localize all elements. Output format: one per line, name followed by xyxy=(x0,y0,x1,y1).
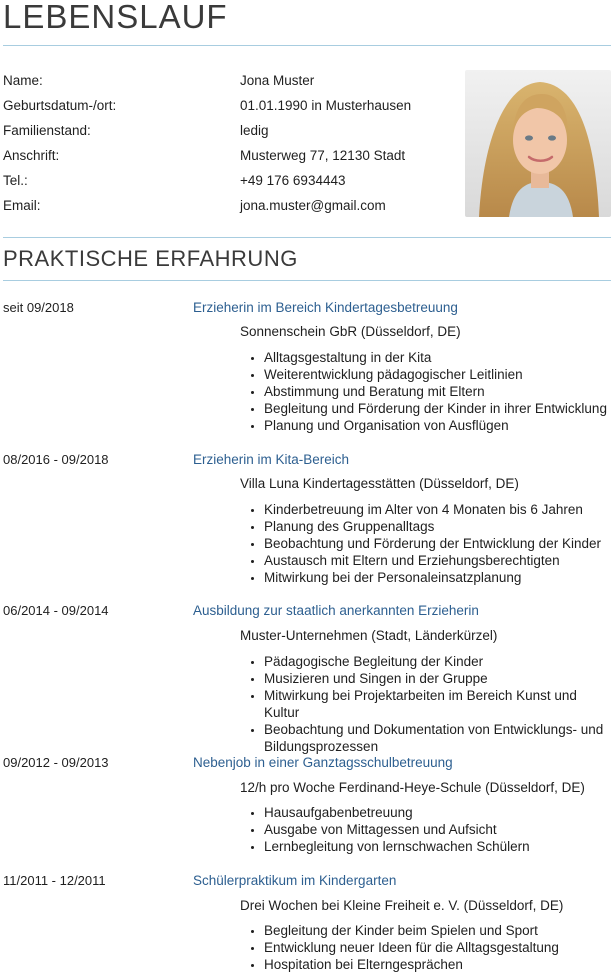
entry-job-title: Nebenjob in einer Ganztagsschulbetreuung xyxy=(193,755,453,770)
entry-task-list xyxy=(240,501,614,586)
list-item: • Begleitung und Förderung der Kinder in ihrer Entwicklung xyxy=(264,400,614,417)
entry-date: 09/2012 - 09/2013 xyxy=(3,755,109,770)
entry-job-title: Schülerpraktikum im Kindergarten xyxy=(193,873,397,888)
list-item: • Planung und Organisation von Ausflügen xyxy=(264,417,614,434)
entry-job-title: Ausbildung zur staatlich anerkannten Erzieherin xyxy=(193,603,479,618)
name-label: Name: xyxy=(3,73,43,88)
list-item: • Musizieren und Singen in der Gruppe xyxy=(264,670,614,687)
list-item: • Alltagsgestaltung in der Kita xyxy=(264,349,614,366)
list-item: • Pädagogische Begleitung der Kinder xyxy=(264,653,614,670)
entry-company: Villa Luna Kindertagesstätten (Düsseldorf, DE) xyxy=(240,476,519,491)
list-item: • Lernbegleitung von lernschwachen Schülern xyxy=(264,838,614,855)
marital-status-value: ledig xyxy=(240,123,269,138)
list-item: • Ausgabe von Mittagessen und Aufsicht xyxy=(264,821,614,838)
list-item: • Austausch mit Eltern und Erziehungsberechtigten xyxy=(264,552,614,569)
entry-task-list xyxy=(240,804,614,855)
entry-date: 08/2016 - 09/2018 xyxy=(3,452,109,467)
list-item: • Planung des Gruppenalltags xyxy=(264,518,614,535)
entry-job-title: Erzieherin im Kita-Bereich xyxy=(193,452,350,467)
entry-company: 12/h pro Woche Ferdinand-Heye-Schule (Düsseldorf, DE) xyxy=(240,780,585,795)
list-item: • Beobachtung und Dokumentation von Entwicklungs- und Bildungsprozessen xyxy=(264,721,614,755)
name-value: Jona Muster xyxy=(240,73,315,88)
list-item: • Entwicklung neuer Ideen für die Alltagsgestaltung xyxy=(264,939,614,956)
address-label: Anschrift: xyxy=(3,148,60,163)
entry-company: Sonnenschein GbR (Düsseldorf, DE) xyxy=(240,324,461,339)
list-item: • Hausaufgabenbetreuung xyxy=(264,804,614,821)
birth-label: Geburtsdatum-/ort: xyxy=(3,98,117,113)
entry-date: 06/2014 - 09/2014 xyxy=(3,603,109,618)
entry-task-list xyxy=(240,922,614,973)
entry-task-list xyxy=(240,653,614,755)
profile-photo xyxy=(465,70,611,217)
entry-date: 11/2011 - 12/2011 xyxy=(3,873,106,888)
header-divider xyxy=(3,45,611,46)
email-label: Email: xyxy=(3,198,41,213)
phone-value: +49 176 6934443 xyxy=(240,173,346,188)
list-item: • Hospitation bei Elterngesprächen xyxy=(264,956,614,973)
list-item: • Abstimmung und Beratung mit Eltern xyxy=(264,383,614,400)
entry-company: Drei Wochen bei Kleine Freiheit e. V. (Düsseldorf, DE) xyxy=(240,898,564,913)
entry-company: Muster-Unternehmen (Stadt, Länderkürzel) xyxy=(240,628,498,643)
section-divider-bottom xyxy=(3,280,611,281)
entry-job-title: Erzieherin im Bereich Kindertagesbetreuung xyxy=(193,300,458,315)
page-title: LEBENSLAUF xyxy=(3,0,228,35)
birth-value: 01.01.1990 in Musterhausen xyxy=(240,98,412,113)
section-divider-top xyxy=(3,237,611,238)
address-value: Musterweg 77, 12130 Stadt xyxy=(240,148,406,163)
list-item: • Mitwirkung bei Projektarbeiten im Bereich Kunst und Kultur xyxy=(264,687,614,721)
list-item: • Kinderbetreuung im Alter von 4 Monaten bis 6 Jahren xyxy=(264,501,614,518)
list-item: • Beobachtung und Förderung der Entwicklung der Kinder xyxy=(264,535,614,552)
marital-status-label: Familienstand: xyxy=(3,123,91,138)
list-item: • Mitwirkung bei der Personaleinsatzplanung xyxy=(264,569,614,586)
phone-label: Tel.: xyxy=(3,173,28,188)
entry-date: seit 09/2018 xyxy=(3,300,74,315)
list-item: • Weiterentwicklung pädagogischer Leitlinien xyxy=(264,366,614,383)
list-item: • Begleitung der Kinder beim Spielen und Sport xyxy=(264,922,614,939)
section-title-experience: PRAKTISCHE ERFAHRUNG xyxy=(3,246,298,271)
email-value: jona.muster@gmail.com xyxy=(240,198,386,213)
entry-task-list xyxy=(240,349,614,434)
